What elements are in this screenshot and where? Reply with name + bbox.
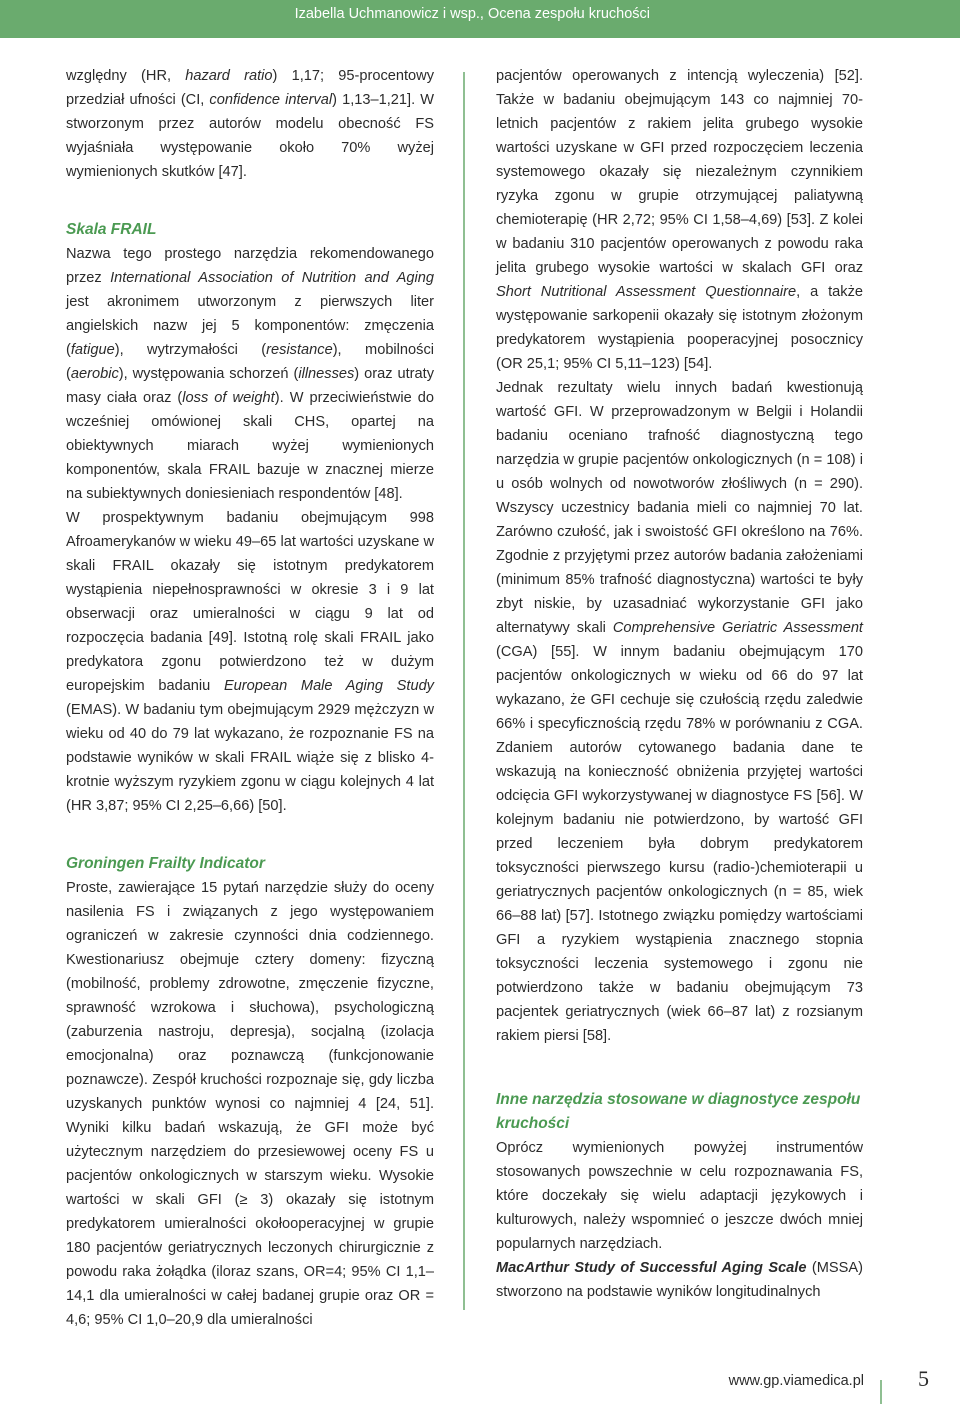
frail-paragraph-1 [66, 242, 434, 506]
intro-paragraph [66, 64, 434, 184]
text-run: (CGA) [55]. W innym badaniu obejmującym 170 pacjentów onkologicznych w wieku od 66 do 97 lat wykazano, że GFI cechuje się czułością rzędu zaledwie 66% i specyficznością rzędu 78% w porównaniu z CGA. Zdaniem autorów cytowanego badania dane te wskazują na konieczność obniżenia przyjętej wartości odcięcia GFI wykorzystywanej w diagnostyce FS [56]. W kolejnym badaniu nie potwierdzono, by wartość GFI przed leczeniem była dobrym predykatorem toksyczności pierwszego kursu (radio-)chemioterapii u geriatrycznych pacjentów onkologicznych (n = 85, wiek 66–88 lat) [57]. Istotnego związku pomiędzy wartościami GFI a ryzykiem wystąpienia znacznego stopnia toksyczności leczenia systemowego i zgonu nie potwierdzono także w badaniu obejmującym 73 pacjentek geriatrycznych (wiek 66–87 lat) z rozsianym rakiem piersi [58]. [496, 644, 863, 1044]
bold-italic-term: MacArthur Study of Successful Aging Scale [496, 1260, 807, 1276]
other-tools-paragraph-1: Oprócz wymienionych powyżej instrumentów stosowanych powszechnie w celu rozpoznawania FS, które doczekały się wielu adaptacji językowych i kulturowych, należy wspomnieć o jeszcze dwóch mniej popularnych narzędziach. [496, 1140, 863, 1252]
page-number: 5 [918, 1366, 929, 1391]
text-run: ). W przeciwieństwie do wcześniej omówionej skali CHS, opartej na obiektywnych miarach wyżej wymienionych komponentów, skala FRAIL bazuje w znacznej mierze na subiektywnych doniesieniach respondentów [48]. [66, 390, 434, 502]
italic-term: illnesses [298, 366, 355, 382]
left-column [66, 64, 434, 1332]
text-run: (MSSA) stworzono na podstawie wyników longitudinalnych [496, 1260, 863, 1300]
spacer [66, 184, 434, 218]
column-divider [463, 72, 465, 1310]
italic-term: hazard ratio [185, 68, 273, 84]
text-run: W prospektywnym badaniu obejmującym 998 Afroamerykanów w wieku 49–65 lat wartości uzyskane w skali FRAIL okazały się istotnym predykatorem wystąpienia niepełnosprawności w okresie 3 i 9 lat obserwacji oraz umieralności w ciągu 9 lat od rozpoczęcia badania [49]. Istotną rolę skali FRAIL jako predykatora zgonu potwierdzono też w dużym europejskim badaniu [66, 510, 434, 694]
italic-term: International Association of Nutrition and Aging [110, 270, 434, 286]
text-run: względny (HR, [66, 68, 186, 84]
gfi-heading: Groningen Frailty Indicator [66, 855, 265, 872]
italic-term: fatigue [70, 342, 115, 358]
text-run: ) oraz utraty masy ciała oraz ( [66, 366, 434, 406]
gfi-continued-paragraph [496, 64, 863, 376]
right-column [496, 64, 863, 1304]
header-title: Ocena zespołu kruchości [483, 6, 650, 22]
gfi-critique-paragraph [496, 376, 863, 1048]
text-run: ) 1,13–1,21]. W stworzonym przez autorów modelu obecność FS wyjaśniała występowanie około 70% wyżej wymienionych skutków [47]. [66, 92, 434, 180]
text-run: (EMAS). W badaniu tym obejmującym 2929 mężczyzn w wieku od 40 do 79 lat wykazano, że rozpoznanie FS na podstawie wyników w skali FRAIL wiąże się z blisko 4-krotnie wyższym ryzykiem zgonu w ciągu kolejnych 4 lat (HR 3,87; 95% CI 2,25–6,66) [50]. [66, 702, 434, 814]
text-run: Nazwa tego prostego narzędzia rekomendowanego przez [66, 246, 434, 286]
text-run: ), wytrzymałości ( [114, 342, 267, 358]
spacer [66, 818, 434, 852]
italic-term: confidence interval [209, 92, 333, 108]
spacer [496, 1048, 863, 1088]
italic-term: European Male Aging Study [223, 678, 434, 694]
other-tools-heading: Inne narzędzia stosowane w diagnostyce zespołu kruchości [496, 1091, 861, 1132]
italic-term: resistance [266, 342, 333, 358]
running-header [295, 0, 650, 38]
italic-term: Short Nutritional Assessment Questionnaire [496, 284, 797, 300]
text-run: , a także występowanie sarkopenii okazały się istotnym złożonym predykatorem wystąpienia pooperacyjnej posocznicy (OR 25,1; 95% CI 5,11–123) [54]. [496, 284, 863, 372]
header-authors: Izabella Uchmanowicz i wsp., [294, 6, 484, 22]
gfi-paragraph: Proste, zawierające 15 pytań narzędzie służy do oceny nasilenia FS i związanych z jego występowaniem ograniczeń w zakresie czynności dnia codziennego. Kwestionariusz obejmuje cztery domeny: fizyczną (mobilność, problemy zdrowotne, zmęczenie fizyczne, sprawność wzrokowa i słuchowa), psychologiczną (zaburzenia nastroju, depresja), socjalną (izolacja emocjonalna) oraz poznawczą (funkcjonowanie poznawcze). Zespół kruchości rozpoznaje się, gdy liczba uzyskanych punktów wynosi co najmniej 4 [24, 51]. Wyniki kilku badań wskazują, że GFI może być użytecznym narzędziem do przesiewowej oceny FS u pacjentów onkologicznych w starszym wieku. Wysokie wartości w skali GFI (≥ 3) okazały się istotnym predykatorem umieralności okołooperacyjnej w grupie 180 pacjentów geriatrycznych leczonych chirurgicznie z powodu raka żołądka (iloraz szans, OR=4; 95% CI 1,1–14,1 dla umieralności w całej badanej grupie oraz OR = 4,6; 95% CI 1,0–20,9 dla umieralności [66, 880, 434, 1328]
journal-url: www.gp.viamedica.pl [728, 1373, 864, 1389]
footer-divider [880, 1380, 882, 1404]
text-run: ) 1,17; 95-procentowy przedział ufności (CI, [66, 68, 434, 108]
frail-paragraph-2 [66, 506, 434, 818]
text-run: jest akronimem utworzonym z pierwszych liter angielskich nazw jej 5 komponentów: zmęczenia ( [66, 294, 434, 358]
text-run: pacjentów operowanych z intencją wyleczenia) [52]. Także w badaniu obejmującym 143 co najmniej 70-letnich pacjentów z rakiem jelita grubego wysokie wartości uzyskane w GFI przed rozpoczęciem leczenia systemowego okazały się niezależnym czynnikiem ryzyka zgonu w grupie otrzymującej paliatywną chemioterapię (HR 2,72; 95% CI 1,58–4,69) [53]. Z kolei w badaniu 310 pacjentów operowanych z powodu raka jelita grubego wysokie wartości w skalach GFI oraz [496, 68, 863, 276]
italic-term: Comprehensive Geriatric Assessment [612, 620, 863, 636]
mssa-paragraph [496, 1256, 863, 1304]
text-run: Jednak rezultaty wielu innych badań kwestionują wartość GFI. W przeprowadzonym w Belgii i Holandii badaniu oceniano trafność diagnostyczną tego narzędzia w grupie pacjentów onkologicznych (n = 108) i u osób wolnych od nowotworów złośliwych (n = 290). Wszyscy uczestnicy badania mieli co najmniej 70 lat. Zarówno czułość, jak i swoistość GFI określono na 76%. Zgodnie z przyjętymi przez autorów badania założeniami (minimum 85% trafność diagnostyczna) wartości te były zbyt niskie, by uzasadniać wykorzystanie GFI jako alternatywy skali [496, 380, 863, 636]
frail-heading: Skala FRAIL [66, 221, 157, 238]
text-run: ), mobilności ( [66, 342, 434, 382]
italic-term: loss of weight [182, 390, 275, 406]
text-run: ), występowania schorzeń ( [118, 366, 299, 382]
italic-term: aerobic [70, 366, 119, 382]
